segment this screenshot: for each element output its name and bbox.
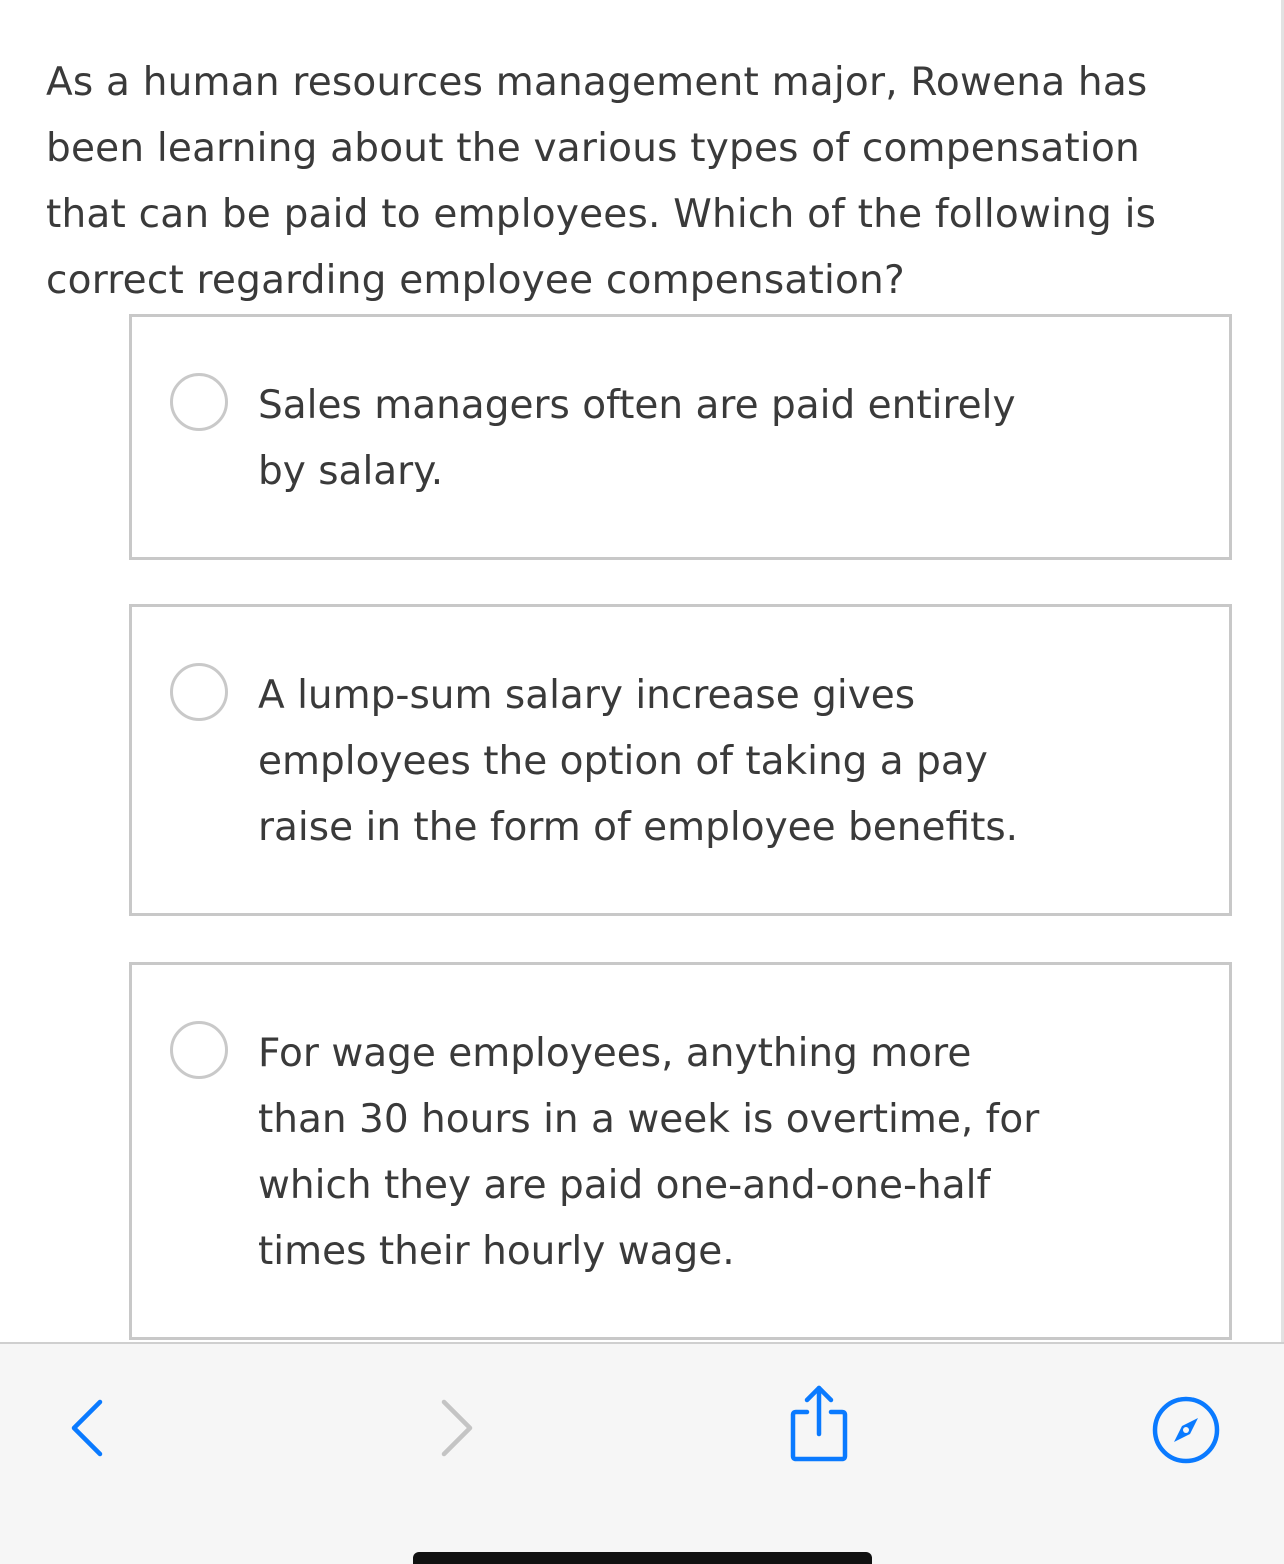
compass-icon bbox=[1155, 1399, 1217, 1461]
answer-option-1[interactable] bbox=[129, 314, 1232, 560]
share-icon bbox=[793, 1388, 845, 1459]
option-text bbox=[258, 373, 1138, 505]
chevron-left-icon bbox=[74, 1402, 100, 1454]
question-line: been learning about the various types of compensation bbox=[46, 126, 1140, 171]
option-line: than 30 hours in a week is overtime, for bbox=[258, 1097, 1040, 1142]
option-line: For wage employees, anything more bbox=[258, 1031, 972, 1076]
radio-button[interactable] bbox=[170, 663, 228, 721]
option-line: by salary. bbox=[258, 449, 444, 494]
radio-button[interactable] bbox=[170, 373, 228, 431]
answer-option-3[interactable] bbox=[129, 962, 1232, 1340]
option-line: which they are paid one-and-one-half bbox=[258, 1163, 991, 1208]
question-text bbox=[46, 50, 1246, 314]
share-button[interactable] bbox=[784, 1382, 854, 1466]
safari-button[interactable] bbox=[1150, 1394, 1222, 1466]
browser-toolbar bbox=[0, 1342, 1284, 1564]
answer-option-2[interactable] bbox=[129, 604, 1232, 916]
radio-button[interactable] bbox=[170, 1021, 228, 1079]
question-line: As a human resources management major, Rowena has bbox=[46, 60, 1148, 105]
option-line: employees the option of taking a pay bbox=[258, 739, 988, 784]
option-text bbox=[258, 663, 1138, 861]
back-button[interactable] bbox=[62, 1396, 110, 1460]
option-line: raise in the form of employee benefits. bbox=[258, 805, 1019, 850]
option-line: times their hourly wage. bbox=[258, 1229, 735, 1274]
option-line: A lump-sum salary increase gives bbox=[258, 673, 916, 718]
option-line: Sales managers often are paid entirely bbox=[258, 383, 1016, 428]
forward-button[interactable] bbox=[434, 1396, 482, 1460]
home-indicator[interactable] bbox=[413, 1552, 872, 1564]
option-text bbox=[258, 1021, 1138, 1285]
chevron-right-icon bbox=[444, 1402, 470, 1454]
question-line: that can be paid to employees. Which of the following is bbox=[46, 192, 1157, 237]
question-line: correct regarding employee compensation? bbox=[46, 258, 905, 303]
